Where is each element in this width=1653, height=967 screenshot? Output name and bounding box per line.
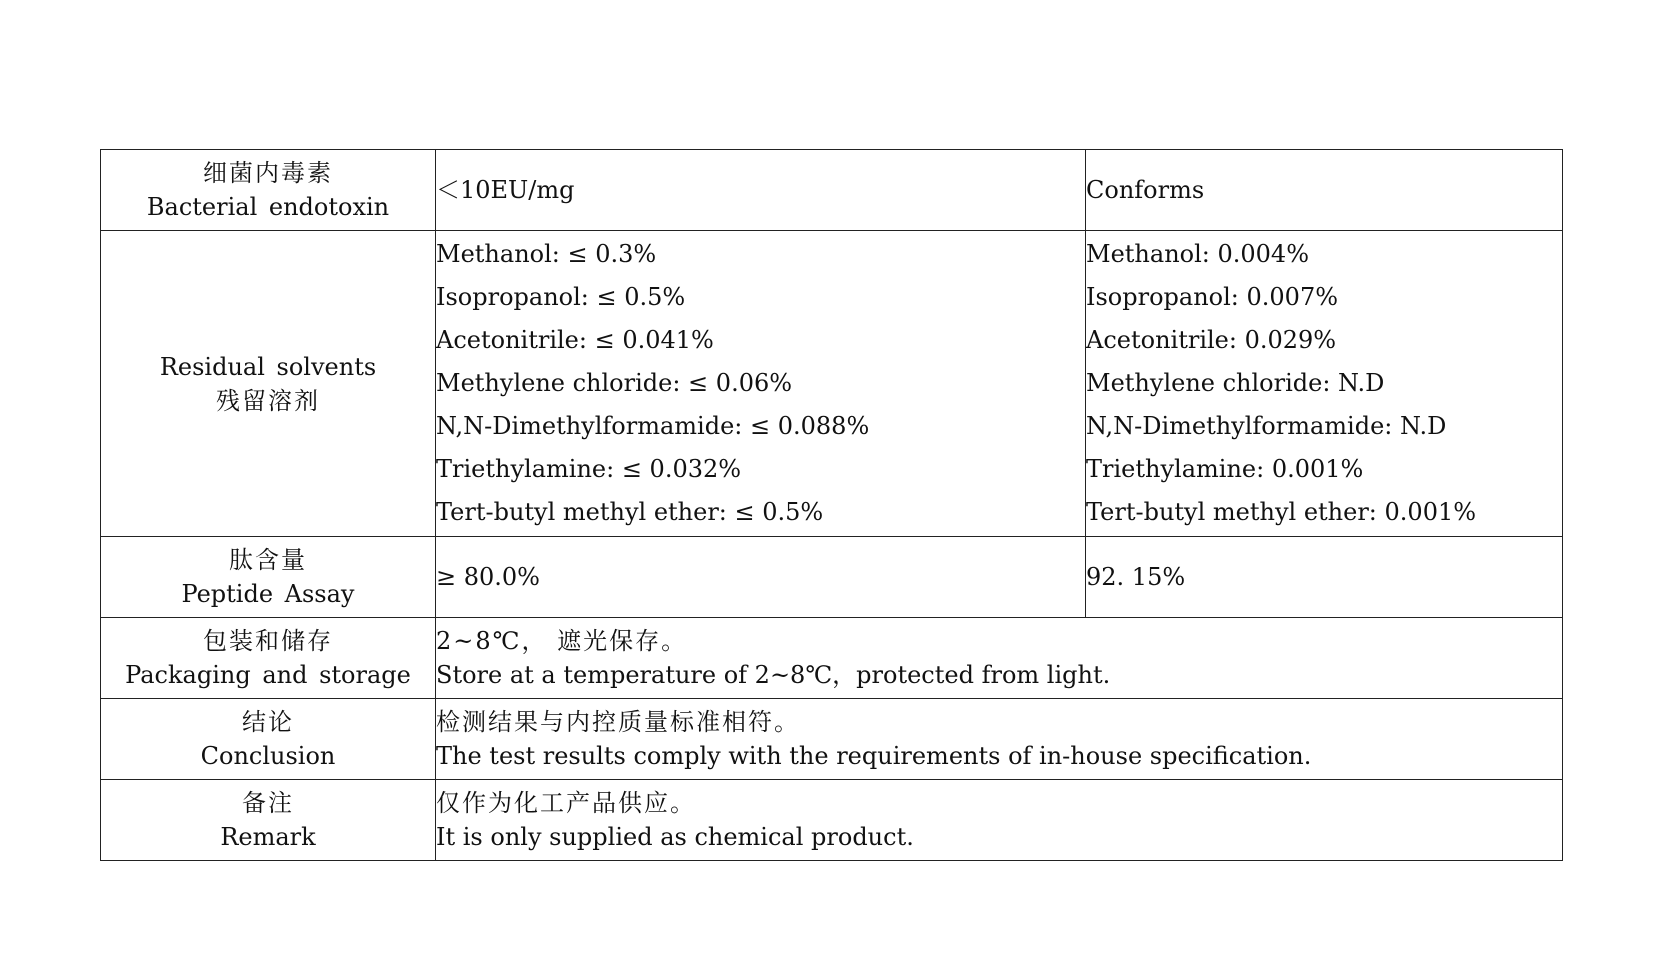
coa-table-container xyxy=(100,149,1562,861)
solvent-result-triethylamine: Triethylamine: 0.001% xyxy=(1086,455,1364,483)
solvent-result-methylene-chloride: Methylene chloride: N.D xyxy=(1086,369,1385,397)
specification-cell xyxy=(436,537,1086,618)
solvent-spec-dmf: N,N-Dimethylformamide: ≤ 0.088% xyxy=(436,412,870,440)
packaging-text-cell xyxy=(436,618,1563,699)
conclusion-text-en: The test results comply with the requirements of in-house specification. xyxy=(436,742,1312,770)
solvent-result-mtbe: Tert-butyl methyl ether: 0.001% xyxy=(1086,498,1477,526)
test-item-label-zh: 细菌内毒素 xyxy=(203,159,333,187)
test-item-label-en: Peptide Assay xyxy=(181,580,355,608)
remark-text-zh: 仅作为化工产品供应。 xyxy=(436,789,696,817)
solvent-spec-methylene-chloride: Methylene chloride: ≤ 0.06% xyxy=(436,369,793,397)
result-cell xyxy=(1086,150,1563,231)
test-item-label-zh: 肽含量 xyxy=(229,546,307,574)
solvent-spec-triethylamine: Triethylamine: ≤ 0.032% xyxy=(436,455,742,483)
coa-table xyxy=(100,149,1563,861)
test-item-label-en: Conclusion xyxy=(200,742,336,770)
table-row-residual-solvents xyxy=(101,231,1563,537)
specification-value: ≥ 80.0% xyxy=(436,563,540,591)
test-item-label-zh: 备注 xyxy=(242,789,294,817)
table-row-bacterial-endotoxin xyxy=(101,150,1563,231)
test-item-cell xyxy=(101,537,436,618)
solvent-spec-methanol: Methanol: ≤ 0.3% xyxy=(436,240,657,268)
solvent-spec-isopropanol: Isopropanol: ≤ 0.5% xyxy=(436,283,686,311)
solvent-spec-mtbe: Tert-butyl methyl ether: ≤ 0.5% xyxy=(436,498,824,526)
packaging-text-zh: 2~8℃， 遮光保存。 xyxy=(436,627,688,655)
solvent-spec-acetonitrile: Acetonitrile: ≤ 0.041% xyxy=(436,326,714,354)
packaging-text-en: Store at a temperature of 2~8℃，protected from light. xyxy=(436,661,1111,689)
solvent-result-methanol: Methanol: 0.004% xyxy=(1086,240,1309,268)
specification-value: ＜10EU/mg xyxy=(436,176,575,204)
result-value: 92. 15% xyxy=(1086,563,1186,591)
table-row-remark xyxy=(101,780,1563,861)
result-cell xyxy=(1086,537,1563,618)
conclusion-text-zh: 检测结果与内控质量标准相符。 xyxy=(436,708,800,736)
table-row-conclusion xyxy=(101,699,1563,780)
test-item-label-en: Remark xyxy=(220,823,316,851)
conclusion-text-cell xyxy=(436,699,1563,780)
remark-text-cell xyxy=(436,780,1563,861)
test-item-cell xyxy=(101,618,436,699)
specification-cell xyxy=(436,150,1086,231)
table-row-peptide-assay xyxy=(101,537,1563,618)
test-item-cell xyxy=(101,231,436,537)
remark-text-en: It is only supplied as chemical product. xyxy=(436,823,914,851)
specification-cell xyxy=(436,231,1086,537)
test-item-label-zh: 残留溶剂 xyxy=(216,386,320,415)
solvent-result-isopropanol: Isopropanol: 0.007% xyxy=(1086,283,1339,311)
solvent-result-acetonitrile: Acetonitrile: 0.029% xyxy=(1086,326,1337,354)
test-item-label-zh: 结论 xyxy=(242,708,294,736)
result-cell xyxy=(1086,231,1563,537)
result-value: Conforms xyxy=(1086,176,1205,204)
test-item-label-en: Packaging and storage xyxy=(125,661,411,689)
test-item-label-en: Residual solvents xyxy=(159,352,377,381)
test-item-cell xyxy=(101,699,436,780)
solvent-result-dmf: N,N-Dimethylformamide: N.D xyxy=(1086,412,1447,440)
test-item-label-en: Bacterial endotoxin xyxy=(146,193,390,221)
test-item-cell xyxy=(101,150,436,231)
table-row-packaging-storage xyxy=(101,618,1563,699)
test-item-cell xyxy=(101,780,436,861)
test-item-label-zh: 包装和储存 xyxy=(203,627,333,655)
